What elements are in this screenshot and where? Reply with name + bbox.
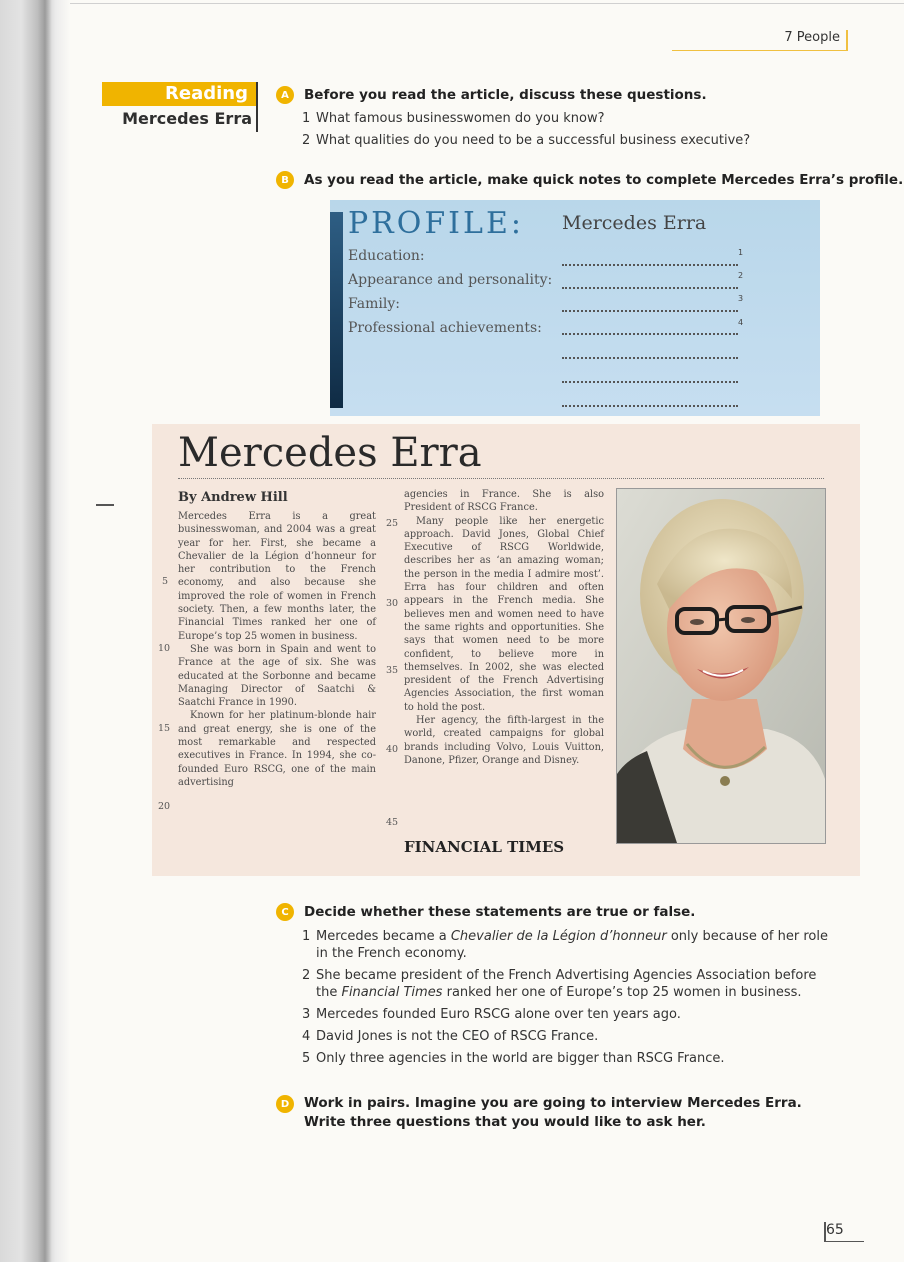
statement-italic: Chevalier de la Légion d’honneur	[450, 929, 667, 944]
article-title-rule	[178, 478, 824, 479]
article-paragraph: agencies in France. She is also President of RSCG France.	[404, 489, 604, 514]
section-title: Mercedes Erra	[122, 109, 252, 128]
question-number: 1	[302, 111, 311, 126]
article-paragraph: Known for her platinum-blonde hair and great energy, she is one of the most remarkable and respected executives in France. In 1994, she co-founded Euro RSCG, one of the main advertising	[178, 710, 376, 788]
spine-shadow	[38, 0, 52, 1262]
exercise-a-instruction: Before you read the article, discuss these questions.	[304, 87, 707, 103]
line-number: 20	[158, 801, 171, 812]
list-item	[302, 1050, 830, 1067]
unit-title: 7 People	[784, 30, 840, 45]
line-number: 40	[386, 744, 399, 755]
line-number: 10	[158, 643, 171, 654]
question-text: What famous businesswomen do you know?	[316, 111, 605, 126]
line-number: 35	[386, 665, 399, 676]
statement-text: David Jones is not the CEO of RSCG France.	[316, 1029, 599, 1044]
profile-label-family: Family:	[348, 296, 400, 312]
statement-number: 3	[302, 1007, 311, 1022]
list-item	[302, 1006, 830, 1023]
portrait-illustration	[617, 489, 825, 843]
line-number: 5	[162, 576, 169, 587]
profile-label-appearance: Appearance and personality:	[348, 272, 553, 288]
list-item	[302, 132, 822, 149]
exercise-d-badge: D	[276, 1095, 294, 1113]
note-ref-2: 2	[738, 271, 744, 280]
exercise-c-instruction: Decide whether these statements are true or false.	[304, 904, 696, 920]
exercise-d-heading	[276, 1094, 816, 1132]
statement-text	[316, 967, 830, 1001]
answer-line-1[interactable]	[562, 252, 738, 266]
answer-line-5[interactable]	[562, 345, 738, 359]
note-ref-4: 4	[738, 318, 744, 327]
line-number: 15	[158, 723, 171, 734]
portrait-photo	[616, 488, 826, 844]
page-number-rule	[824, 1241, 864, 1242]
exercise-a-questions	[302, 110, 822, 154]
answer-line-7[interactable]	[562, 393, 738, 407]
profile-name: Mercedes Erra	[562, 212, 707, 234]
answer-line-6[interactable]	[562, 369, 738, 383]
statement-part: She became president of the French Advertising Agencies Association before the	[316, 968, 817, 1000]
statement-part: ranked her one of Europe’s top 25 women in business.	[442, 985, 802, 1000]
statement-number: 4	[302, 1029, 311, 1044]
exercise-d-instruction: Work in pairs. Imagine you are going to interview Mercedes Erra. Write three questions that you would like to ask her.	[304, 1095, 802, 1130]
article-column-1	[178, 510, 376, 789]
list-item	[302, 110, 822, 127]
header-rule	[672, 50, 848, 51]
profile-label-achievements: Professional achievements:	[348, 320, 542, 336]
line-number: 25	[386, 518, 399, 529]
header-bar	[846, 30, 848, 51]
section-rule	[256, 82, 258, 132]
statement-number: 2	[302, 968, 311, 983]
article-paragraph: Her agency, the fifth-largest in the world, created campaigns for global brands including Volvo, Louis Vuitton, Danone, Pfizer, Orange and Disney.	[404, 715, 604, 766]
answer-line-3[interactable]	[562, 298, 738, 312]
reading-tab: Reading	[102, 82, 256, 106]
note-ref-3: 3	[738, 294, 744, 303]
article-title: Mercedes Erra	[178, 430, 482, 476]
exercise-b-instruction: As you read the article, make quick notes to complete Mercedes Erra’s profile.	[304, 172, 904, 188]
statement-number: 5	[302, 1051, 311, 1066]
statement-text: Mercedes founded Euro RSCG alone over ten years ago.	[316, 1007, 681, 1022]
statement-part: Mercedes became a	[316, 929, 451, 944]
article-column-2	[404, 488, 604, 767]
line-number: 45	[386, 817, 399, 828]
exercise-c-statements	[302, 928, 830, 1072]
statement-italic: Financial Times	[341, 985, 443, 1000]
exercise-c-badge: C	[276, 903, 294, 921]
list-item	[302, 967, 830, 1001]
article-byline: By Andrew Hill	[178, 490, 288, 505]
profile-heading: PROFILE:	[348, 206, 524, 241]
line-number: 30	[386, 598, 399, 609]
note-ref-1: 1	[738, 248, 744, 257]
top-edge	[70, 3, 904, 4]
article-source: FINANCIAL TIMES	[404, 838, 565, 856]
statement-part: only because of her role in the French economy.	[316, 929, 828, 961]
answer-line-2[interactable]	[562, 275, 738, 289]
question-number: 2	[302, 133, 311, 148]
list-item	[302, 1028, 830, 1045]
profile-accent-bar	[330, 212, 343, 408]
list-item	[302, 928, 830, 962]
exercise-b-badge: B	[276, 171, 294, 189]
page-number: 65	[826, 1222, 844, 1238]
page-gutter	[0, 0, 70, 1262]
statement-text: Only three agencies in the world are bigger than RSCG France.	[316, 1051, 725, 1066]
statement-text	[316, 928, 830, 962]
exercise-b-heading	[276, 171, 903, 189]
profile-label-education: Education:	[348, 248, 425, 264]
article-paragraph: Many people like her energetic approach. David Jones, Global Chief Executive of RSCG Worldwide, describes her as ‘an amazing woman; the person in the media I admire most’. Erra has four children and often appears in the French media. She believes men and women need to have the same rights and opportunities. She says that women need to be more confident, to believe more in themselves. In 2002, she was elected president of the French Advertising Agencies Association, the first woman to hold the post.	[404, 515, 604, 713]
statement-number: 1	[302, 929, 311, 944]
exercise-a-heading	[276, 86, 707, 104]
question-text: What qualities do you need to be a successful business executive?	[316, 133, 751, 148]
article-paragraph: Mercedes Erra is a great businesswoman, and 2004 was a great year for her. First, she became a Chevalier de la Légion d’honneur for her contribution to the French economy, and also because she improved the role of women in French society. Then, a few months later, the Financial Times ranked her one of Europe’s top 25 women in business.	[178, 511, 376, 642]
exercise-c-heading	[276, 903, 695, 921]
answer-line-4[interactable]	[562, 321, 738, 335]
exercise-a-badge: A	[276, 86, 294, 104]
margin-mark	[96, 504, 114, 506]
article-paragraph: She was born in Spain and went to France at the age of six. She was educated at the Sorbonne and became Managing Director of Saatchi & Saatchi France in 1990.	[178, 643, 376, 709]
